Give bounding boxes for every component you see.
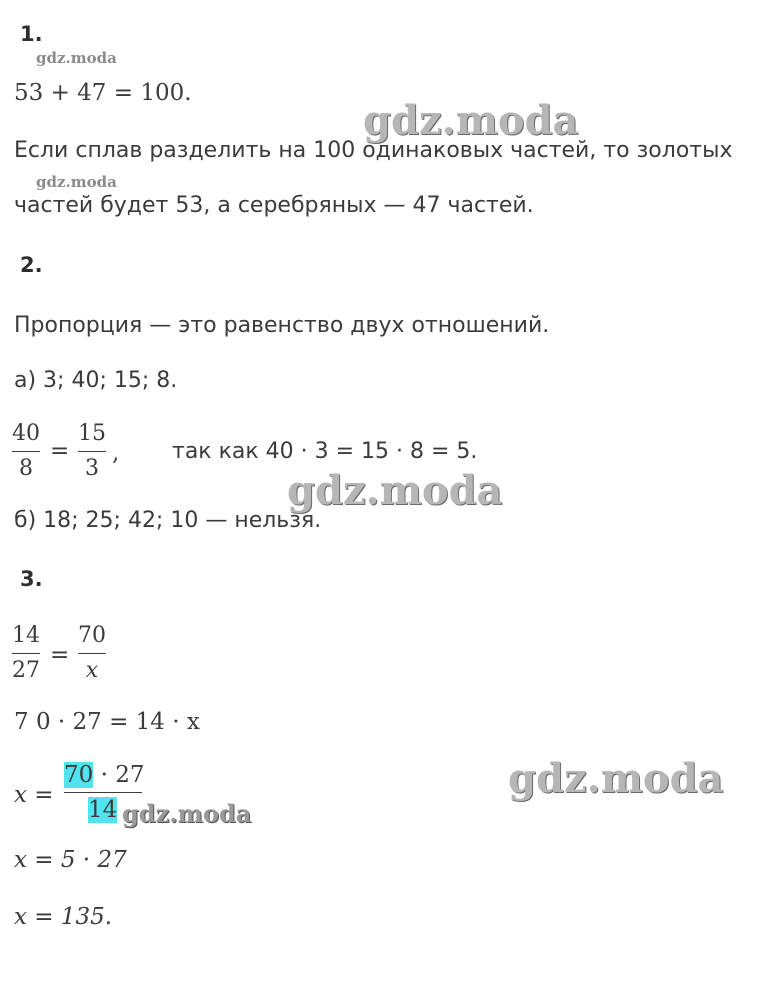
numerator-rest: · 27 — [93, 762, 145, 788]
numerator: 40 — [12, 421, 40, 446]
task2-part-a: а) 3; 40; 15; 8. — [14, 368, 178, 393]
denominator: 8 — [19, 456, 33, 481]
x-equals: x = — [14, 782, 54, 808]
fraction-bar — [12, 653, 40, 654]
fraction-bar — [12, 451, 40, 452]
numerator: 14 — [12, 623, 40, 648]
equals-sign: = — [50, 438, 70, 464]
watermark-small: gdz.moda — [36, 49, 117, 67]
because-statement: так как 40 · 3 = 15 · 8 = 5. — [172, 439, 478, 464]
watermark-large: gdz.moda — [363, 97, 579, 144]
fraction-bar — [64, 792, 142, 793]
numerator: 15 — [78, 421, 106, 446]
watermark-large: gdz.moda — [508, 755, 724, 802]
task3-step1: 7 0 · 27 = 14 · x — [14, 709, 200, 735]
highlighted-denominator: 14 — [88, 797, 118, 823]
denominator: 27 — [12, 658, 40, 683]
watermark-medium: gdz.moda — [122, 799, 252, 828]
task-number-2: 2. — [20, 253, 43, 277]
task1-text-line2: частей будет 53, а серебряных — 47 частей. — [14, 193, 534, 218]
fraction-14-over-27 — [12, 621, 40, 686]
highlighted-number: 70 — [64, 762, 94, 788]
fraction-bar — [78, 653, 106, 654]
task-number-1: 1. — [20, 22, 43, 46]
watermark-large: gdz.moda — [287, 467, 503, 514]
denominator: x — [85, 658, 99, 683]
fraction-40-over-8 — [12, 419, 40, 484]
task3-answer: x = 135. — [14, 904, 113, 930]
fraction-70-over-x — [78, 621, 106, 686]
proportion-definition: Пропорция — это равенство двух отношений. — [14, 313, 550, 338]
fraction-numerator — [64, 760, 145, 790]
task2-part-b: б) 18; 25; 42; 10 — нельзя. — [14, 508, 322, 533]
fraction-15-over-3 — [78, 419, 106, 484]
comma: , — [112, 440, 120, 466]
task3-step3: x = 5 · 27 — [14, 847, 127, 873]
denominator: 3 — [85, 456, 99, 481]
task1-equation: 53 + 47 = 100. — [14, 80, 192, 106]
watermark-small: gdz.moda — [36, 173, 117, 191]
task1-text-line1: Если сплав разделить на 100 одинаковых частей, то золотых — [14, 138, 733, 163]
numerator: 70 — [78, 623, 106, 648]
fraction-bar — [78, 451, 106, 452]
equals-sign: = — [50, 642, 70, 668]
task-number-3: 3. — [20, 567, 43, 591]
